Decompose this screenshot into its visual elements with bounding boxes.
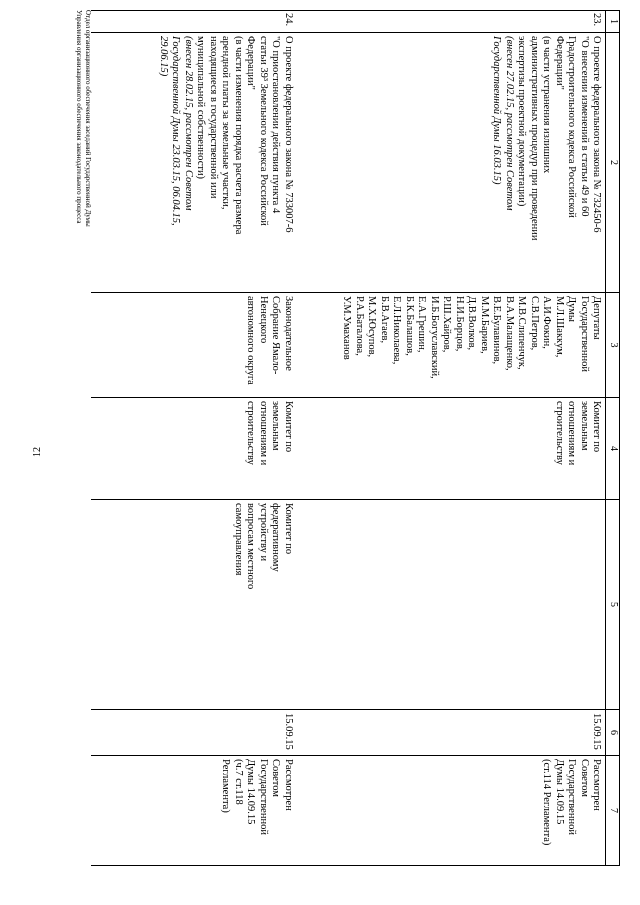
text-line: В.Е.Булавинов, — [491, 296, 503, 365]
text-line: У.М.Умаханов — [341, 296, 353, 360]
text-line: Регламента) — [220, 759, 232, 813]
text-line: (внесен 27.02.15, рассмотрен Советом — [504, 36, 515, 211]
text-line: (в части изменения порядка расчета размера — [233, 36, 244, 235]
col-header-3: 3 — [606, 293, 620, 398]
text-line: Р.Ш.Хайров, — [441, 296, 453, 353]
text-line: (ст.114 Регламента) — [541, 759, 553, 846]
text-line: М.Х.Юсупов, — [366, 296, 378, 358]
text-line: Б.К.Балашов, — [404, 296, 415, 356]
text-line: Д.В.Волков, — [466, 296, 478, 351]
footer-line: Отдел организационного обеспечения заседаний Государственной Думы — [84, 10, 92, 227]
text-line: Н.И.Борцов, — [454, 296, 465, 352]
text-line: статьи 39³ Земельного кодекса Российской — [258, 36, 269, 226]
text-line: автономного округа — [245, 296, 257, 385]
footer-line: Управления организационного обеспечения законодательного процесса — [75, 10, 83, 224]
text-line: земельным — [579, 401, 590, 451]
table-row — [296, 11, 606, 866]
text-line: Е.А.Грешин, — [416, 296, 428, 353]
text-line: Е.Л.Николаева, — [391, 296, 403, 365]
text-line: Б.В.Агаев, — [379, 296, 390, 344]
text-line: Градостроительного кодекса Российской — [566, 36, 578, 218]
text-line: (внесен 28.02.15, рассмотрен Советом — [183, 36, 194, 211]
text-line: Собрание Ямало- — [270, 296, 282, 375]
text-line: Думы — [566, 296, 578, 322]
text-line: отношениям и — [258, 401, 269, 466]
column-number-header — [606, 11, 620, 866]
text-line: Думы 14.09.15 — [554, 759, 565, 825]
text-line: арендной платы за земельные участки, — [220, 36, 232, 210]
text-line: Государственной — [258, 759, 269, 835]
text-line: Думы 14.09.15 — [245, 759, 257, 825]
text-line: Рассмотрен — [591, 759, 603, 811]
text-line: вопросам местного — [245, 503, 257, 590]
text-line: Государственной — [579, 296, 590, 372]
text-line: федеративному — [270, 503, 282, 572]
text-line: (ч.7 ст.118 — [233, 759, 244, 805]
decision — [296, 756, 606, 866]
text-line: Ненецкого — [258, 296, 269, 344]
text-line: Комитет по — [591, 401, 603, 453]
review-date: 15.09.15 — [91, 710, 296, 756]
responsible-committee — [296, 398, 606, 500]
text-line: муниципальной собственности) — [195, 36, 207, 180]
text-line: О проекте федерального закона № 732450-6 — [591, 36, 603, 233]
table-body — [91, 11, 606, 866]
row-number: 24. — [91, 11, 296, 33]
text-line: строительству — [554, 401, 565, 465]
co-executor-committee — [91, 500, 296, 710]
bill-note — [157, 36, 195, 289]
text-line: Федерации" — [554, 36, 565, 90]
text-line: Советом — [270, 759, 282, 797]
bills-table — [91, 10, 620, 866]
text-line: Государственной Думы 23.03.15, 06.04.15, — [170, 36, 182, 226]
bill-authors — [91, 293, 296, 398]
col-header-4: 4 — [606, 398, 620, 500]
text-line: Р.А.Баталова, — [354, 296, 365, 356]
text-line: И.Б.Богуславский, — [429, 296, 440, 379]
text-line: М.М.Бариев, — [479, 296, 490, 354]
col-header-7: 7 — [606, 756, 620, 866]
text-line: В.А.Малащенко, — [504, 296, 515, 371]
table-row — [91, 11, 296, 866]
text-line: Государственной Думы 16.03.15) — [491, 36, 503, 185]
col-header-1: 1 — [606, 11, 620, 33]
co-executor-committee — [296, 500, 606, 710]
text-line: (в части устранения излишних — [541, 36, 553, 174]
row-number: 23. — [296, 11, 606, 33]
rotated-document-sheet — [60, 0, 640, 870]
text-line: Комитет по — [283, 503, 294, 555]
text-line: О проекте федерального закона № 733007-6 — [283, 36, 294, 233]
text-line: Комитет по — [283, 401, 294, 453]
text-line: отношениям и — [566, 401, 578, 466]
text-line: Законодательное — [283, 296, 294, 371]
decision — [91, 756, 296, 866]
text-line: устройству и — [258, 503, 269, 562]
text-line: Депутаты — [591, 296, 603, 340]
responsible-committee — [91, 398, 296, 500]
bill-description — [296, 33, 606, 293]
document-footer — [74, 10, 92, 227]
text-line: Рассмотрен — [283, 759, 294, 811]
col-header-2: 2 — [606, 33, 620, 293]
page-number: 12 — [32, 447, 43, 457]
text-line: находящиеся в государственной или — [208, 36, 219, 199]
col-header-6: 6 — [606, 710, 620, 756]
text-line: С.В.Петров, — [529, 296, 540, 351]
text-line: А.И.Фокин, — [541, 296, 553, 349]
bill-authors — [296, 293, 606, 398]
text-line: административных процедур при проведении — [529, 36, 540, 241]
text-line: М.Л.Шаккум, — [554, 296, 565, 358]
text-line: Советом — [579, 759, 590, 797]
text-line: самоуправления — [233, 503, 244, 576]
bill-title — [194, 36, 294, 289]
text-line: земельным — [270, 401, 282, 451]
text-line: Государственной — [566, 759, 578, 835]
review-date: 15.09.15 — [296, 710, 606, 756]
text-line: М.В.Слипенчук, — [516, 296, 528, 370]
text-line: Федерации" — [245, 36, 257, 90]
bill-note — [490, 36, 515, 289]
bill-title — [515, 36, 603, 289]
text-line: экспертизы проектной документации) — [516, 36, 528, 207]
text-line: 29.06.15) — [158, 36, 169, 77]
text-line: "О внесении изменений в статьи 49 и 60 — [579, 36, 590, 217]
col-header-5: 5 — [606, 500, 620, 710]
bill-description — [91, 33, 296, 293]
text-line: "О приостановлении действия пункта 4 — [270, 36, 282, 214]
text-line: строительству — [245, 401, 257, 465]
